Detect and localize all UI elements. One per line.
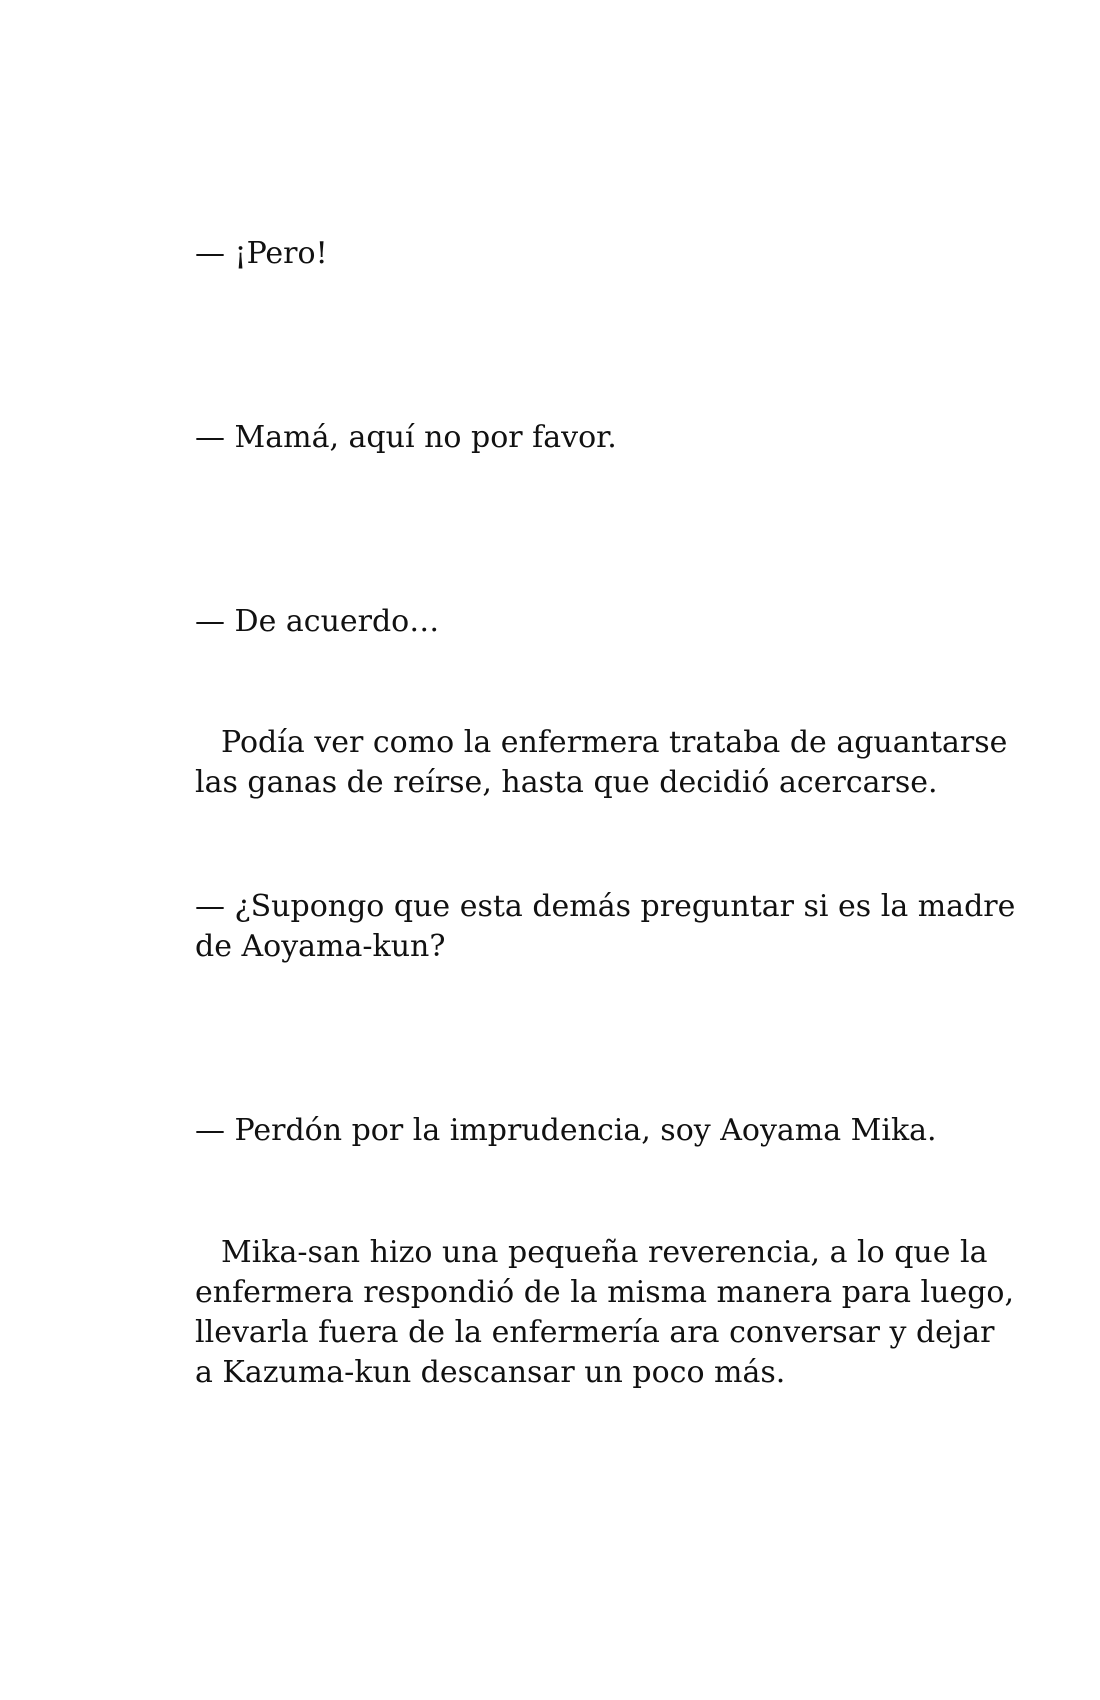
dialogue-line-supongo-2: de Aoyama-kun? <box>195 929 446 964</box>
narration-line-4: enfermera respondió de la misma manera para luego, <box>195 1275 1015 1310</box>
narration-line-2: las ganas de reírse, hasta que decidió acercarse. <box>195 765 938 800</box>
dialogue-line-pero: — ¡Pero! <box>195 236 328 271</box>
narration-line-5: llevarla fuera de la enfermería ara conversar y dejar <box>195 1315 995 1350</box>
narration-line-1: Podía ver como la enfermera trataba de aguantarse <box>221 725 1008 760</box>
dialogue-line-mama: — Mamá, aquí no por favor. <box>195 420 617 455</box>
dialogue-line-supongo-1: — ¿Supongo que esta demás preguntar si es la madre <box>195 889 1016 924</box>
dialogue-line-de-acuerdo: — De acuerdo… <box>195 604 440 639</box>
dialogue-line-perdon: — Perdón por la imprudencia, soy Aoyama Mika. <box>195 1113 937 1148</box>
narration-line-6: a Kazuma-kun descansar un poco más. <box>195 1355 786 1390</box>
narration-line-3: Mika-san hizo una pequeña reverencia, a lo que la <box>221 1235 988 1270</box>
